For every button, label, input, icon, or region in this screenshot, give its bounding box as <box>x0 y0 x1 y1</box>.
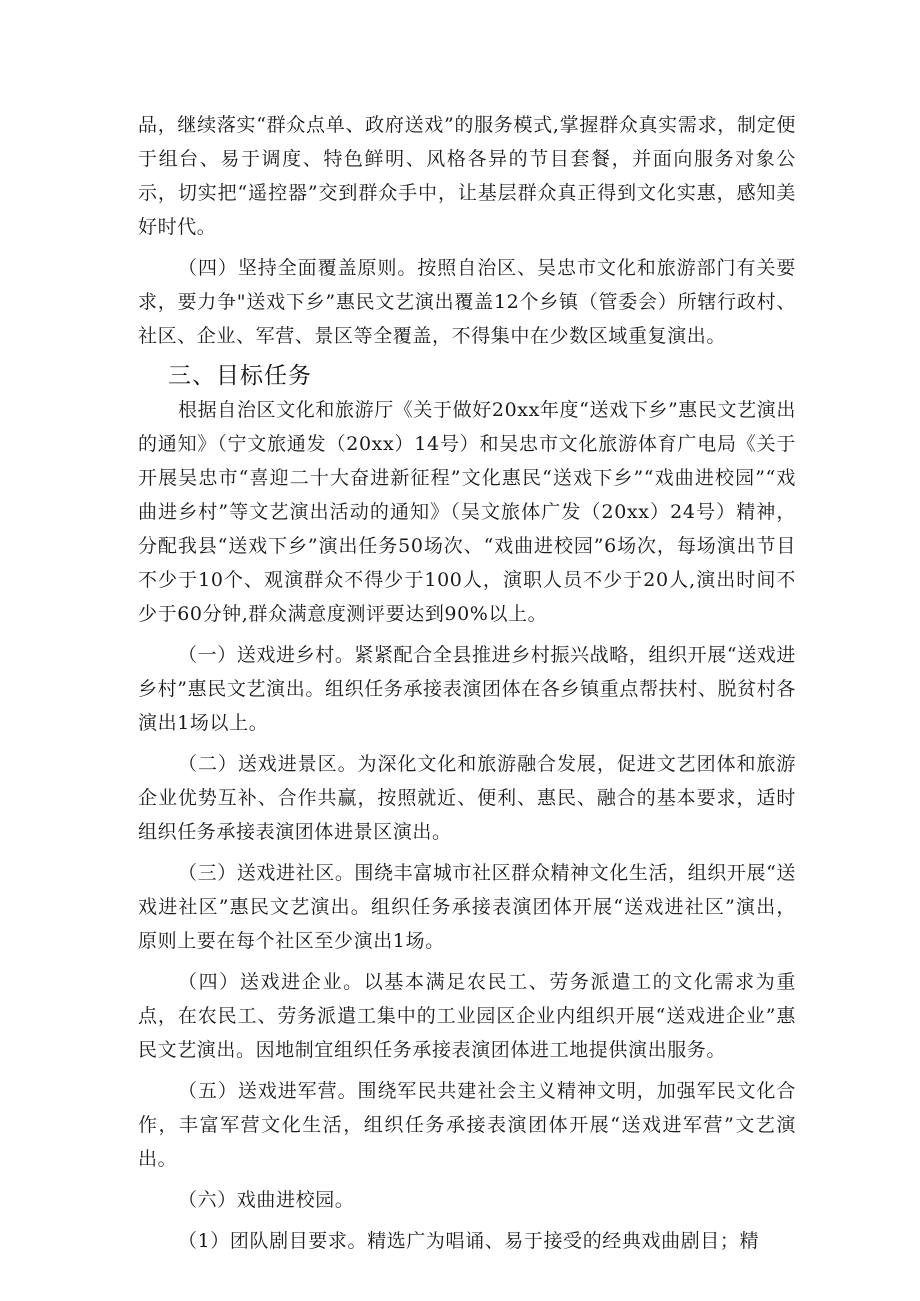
paragraph-service-mode: 品，继续落实“群众点单、政府送戏”的服务模式,掌握群众真实需求，制定便于组台、易于调度、特色鲜明、风格各异的节目套餐，并面向服务对象公示，切实把“遥控器”交到群众手中，让基层群众真正得到文化实惠，感知美好时代。 <box>138 114 796 238</box>
paragraph-full-coverage: （四）坚持全面覆盖原则。按照自治区、吴忠市文化和旅游部门有关要求，要力争"送戏下乡”惠民文艺演出覆盖12个乡镇（管委会）所辖行政村、社区、企业、军营、景区等全覆盖，不得集中在少数区域重复演出。 <box>138 257 796 347</box>
paragraph-campus: （六）戏曲进校园。 <box>178 1189 355 1211</box>
paragraph-village: （一）送戏进乡村。紧紧配合全县推进乡村振兴战略，组织开展“送戏进乡村”惠民文艺演出。组织任务承接表演团体在各乡镇重点帮扶村、脱贫村各演出1场以上。 <box>138 644 796 734</box>
paragraph-military-camp: （五）送戏进军营。围绕军民共建社会主义精神文明，加强军民文化合作，丰富军营文化生活，组织任务承接表演团体开展“送戏进军营”文艺演出。 <box>138 1080 796 1170</box>
paragraph-scenic-area: （二）送戏进景区。为深化文化和旅游融合发展，促进文艺团体和旅游企业优势互补、合作共赢，按照就近、便利、惠民、融合的基本要求，适时组织任务承接表演团体进景区演出。 <box>138 753 796 843</box>
paragraph-community: （三）送戏进社区。围绕丰富城市社区群众精神文化生活，组织开展“送戏进社区”惠民文艺演出。组织任务承接表演团体开展“送戏进社区”演出，原则上要在每个社区至少演出1场。 <box>138 862 796 952</box>
paragraph-task-basis: 根据自治区文化和旅游厅《关于做好20xx年度“送戏下乡”惠民文艺演出的通知》（宁文旅通发（20xx）14号）和吴忠市文化旅游体育广电局《关于开展吴忠市“喜迎二十大奋进新征程”文化惠民“送戏下乡”“戏曲进校园”“戏曲进乡村”等文艺演出活动的通知》（吴文旅体广发（20xx）24号）精神，分配我县“送戏下乡”演出任务50场次、“戏曲进校园”6场次，每场演出节目不少于10个、观演群众不得少于100人，演职人员不少于20人,演出时间不少于60分钟,群众满意度测评要达到90%以上。 <box>138 399 796 625</box>
document-body <box>138 108 796 1258</box>
paragraph-enterprise: （四）送戏进企业。以基本满足农民工、劳务派遣工的文化需求为重点，在农民工、劳务派遣工集中的工业园区企业内组织开展“送戏进企业”惠民文艺演出。因地制宜组织任务承接表演团体进工地提供演出服务。 <box>138 971 796 1061</box>
paragraph-repertoire: （1）团队剧目要求。精选广为唱诵、易于接受的经典戏曲剧目；精 <box>178 1230 760 1252</box>
section-heading-goals: 三、目标任务 <box>168 363 312 389</box>
